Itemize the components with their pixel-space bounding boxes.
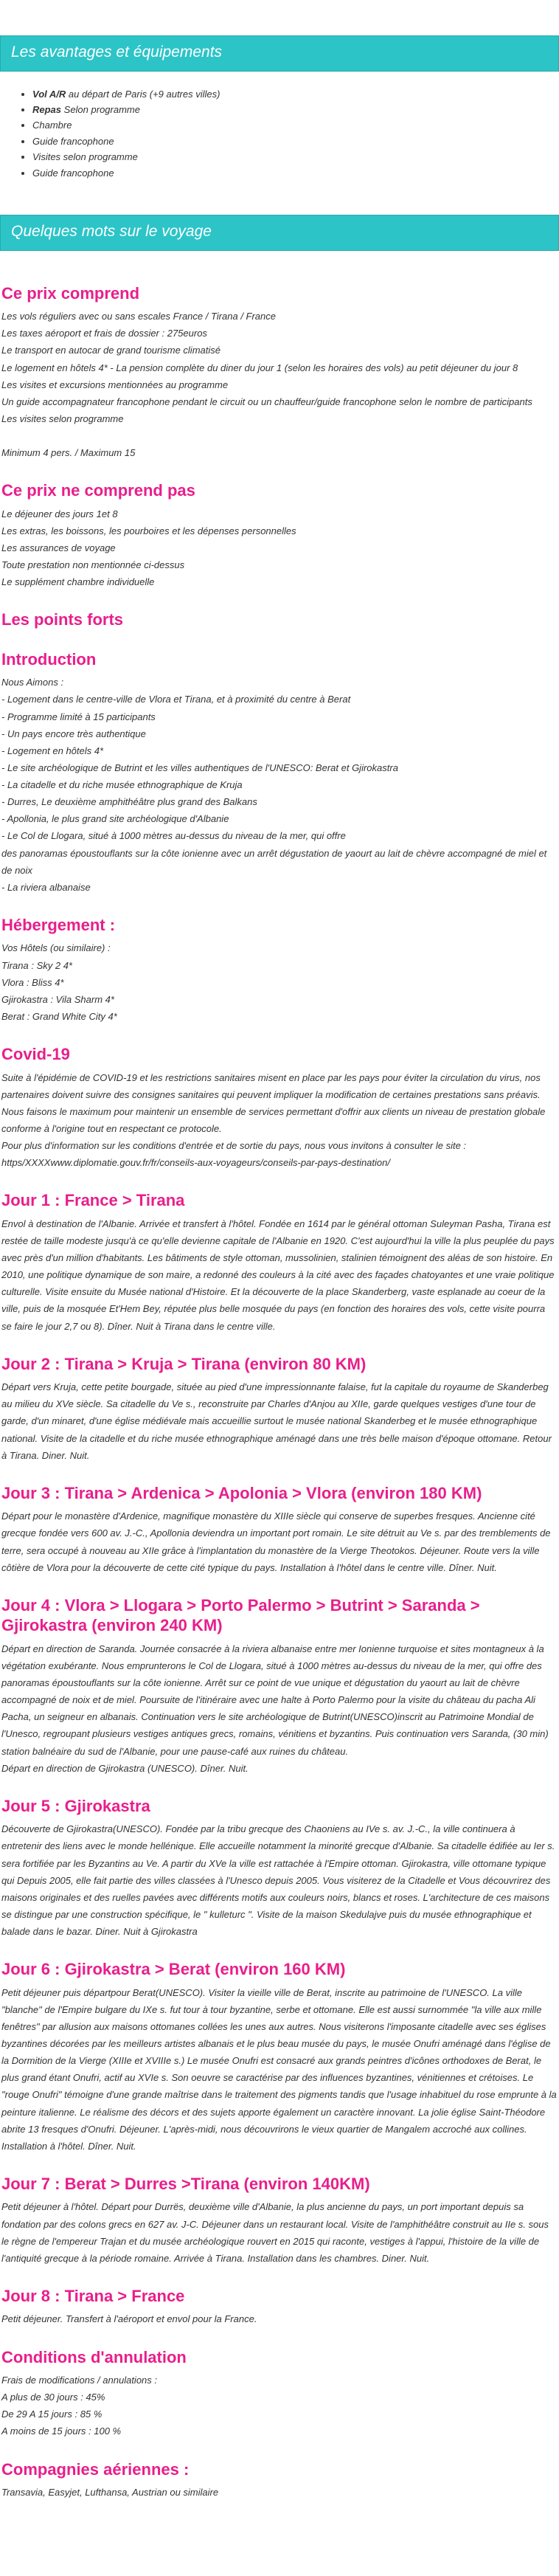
advantage-item-text: Selon programme (61, 103, 140, 115)
day-title: Jour 2 : Tirana > Kruja > Tirana (environ 80 KM) (1, 1354, 367, 1373)
day-title: Jour 5 : Gjirokastra (1, 1796, 150, 1815)
day-description: Petit déjeuner puis départpour Berat(UNESCO). Visiter la vieille ville de Berat, inscrite au patrimoine de l'UNESCO. La ville "blanche" de l'Empire bulgare du IXe s. fut tour à tour byzantine, serbe et ottomane. Elle est aussi surnommée "la ville aux mille fenêtres" par allusion aux maisons ottomanes collées les unes aux autres. Nous visiterons l'imposante citadelle avec ses églises byzantines décorées par les meilleurs artistes albanais et le plus beau musée du pays, le musée Onufri aménagé dans l'église de la Dormition de la Vierge (XIIIe et XVIIIe s.) Le musée Onufri est consacré aux grands peintres d'icônes orthodoxes de Berat, le plus grand étant Onufri, actif au XVIe s. Son oeuvre se caractérise par des influences byzantines, vénitiennes et crétoises. Le "rouge Onufri" témoigne d'une grande maîtrise dans le traitement des pigments tandis que l'usage inhabituel du rose emprunte à la peinture italienne. Le réalisme des décors et des sujets apporte également un caractère innovant. La jolie église Saint-Théodore abrite 13 fresques d'Onufri. Déjeuner. L'après-midi, nous découvrirons le vieux quartier de Mangalem accroché aux collines. Installation à l'hôtel. Dîner. Nuit. (1, 1986, 557, 2152)
advantage-item (32, 86, 559, 102)
price-includes-title: Ce prix comprend (1, 283, 140, 303)
accommodation-text (1, 939, 558, 1025)
day-description: Envol à destination de l'Albanie. Arrivée et transfert à l'hôtel. Fondée en 1614 par le général ottoman Suleyman Pasha, Tirana est restée de taille modeste jusqu'à ce qu'elle devienne capitale de l'Albanie en 1920. C'est aujourd'hui la ville la plus peuplée du pays avec près d'un million d'habitants. Les bâtiments de style ottoman, mussolinien, stalinien témoignent des aléas de son histoire. En 2010, une politique dynamique de son maire, a redonné des couleurs à la cité avec des façades chatoyantes et une vraie politique culturelle. Visite ensuite du Musée national d'Histoire. Et la découverte de la place Skanderberg, vaste esplanade au coeur de la ville, puis de la mosquée Et'Hem Bey, réputée plus belle mosquée du pays (en fonction des horaires des vols, cette visite pourra se faire le jour 2,7 ou 8). Dîner. Nuit à Tirana dans le centre ville. (1, 1218, 555, 1332)
price-excludes-text (1, 505, 558, 591)
text-line: A moins de 15 jours : 100 % (1, 2425, 122, 2437)
text-line: Les taxes aéroport et frais de dossier : 275euros (1, 328, 207, 339)
day-description: Petit déjeuner à l'hôtel. Départ pour Durrës, deuxième ville d'Albanie, la plus ancienne du pays, un port important depuis sa fondation par des colons grecs en 627 av. J-C. Déjeuner dans un restaurant local. Visite de l'amphithéâtre construit au IIe s. sous le règne de l'empereur Trajan et du musée archéologique rouvert en 2015 qui raconte, vestiges à l'appui, l'histoire de la ville de l'antiquité grecque à la période romaine. Arrivée à Tirana. Installation dans les chambres. Diner. Nuit. (1, 2201, 549, 2264)
introduction-text (1, 674, 558, 896)
advantage-item (32, 165, 559, 181)
advantage-item (32, 102, 559, 117)
text-line (1, 427, 558, 444)
text-line: - Durres, Le deuxième amphithéâtre plus grand des Balkans (1, 796, 257, 808)
text-line: Le déjeuner des jours 1et 8 (1, 508, 118, 519)
text-line: Berat : Grand White City 4* (1, 1010, 117, 1022)
day-title: Jour 1 : France > Tirana (1, 1191, 185, 1210)
text-line: Transavia, Easyjet, Lufthansa, Austrian ou similaire (1, 2487, 219, 2499)
text-line: Suite à l'épidémie de COVID-19 et les restrictions sanitaires misent en place par les pays pour éviter la circulation du virus, nos partenaires doivent suivre des consignes sanitaires qui peuvent impliquer la modification de certaines prestations sans préavis. (1, 1071, 541, 1100)
text-line: Les visites selon programme (1, 412, 124, 424)
covid-text (1, 1069, 558, 1172)
text-line: - Logement dans le centre-ville de Vlora et Tirana, et à proximité du centre à Berat (1, 694, 351, 705)
advantage-item-text: Chambre (32, 120, 72, 131)
text-line: Un guide accompagnateur francophone pendant le circuit ou un chauffeur/guide francophone selon le nombre de participants (1, 396, 532, 407)
day-description: Départ en direction de Saranda. Journée consacrée à la riviera albanaise entre mer Ionienne turquoise et sites montagneux à la végétation exubérante. Nous emprunterons le Col de Llogara, situé à 1000 mètres au-dessus du niveau de la mer, qui offre des panoramas époustouflants sur la côte ionienne. Arrêt sur ce point de vue unique et dégustation du yaourt au lait de chèvre accompagné de noix et de miel. Poursuite de l'itinéraire avec une halte à Porto Palermo pour la visite du château du pacha Ali Pacha, un seigneur en albanais. Continuation vers le site archéologique de Butrint(UNESCO)inscrit au Patrimoine Mondial de l'Unesco, regroupant plusieurs vestiges antiques grecs, romains, vénitiens et byzantins. Puis continuation vers Saranda, (30 min) station balnéaire du sud de l'Albanie, pour une pause-café aux ruines du château. Départ en direction de Gjirokastra (UNESCO). Dîner. Nuit. (1, 1643, 549, 1774)
text-line: Vos Hôtels (ou similaire) : (1, 942, 111, 954)
advantage-item (32, 149, 559, 165)
keywords-banner: Quelques mots sur le voyage (0, 215, 559, 251)
day-title: Jour 6 : Gjirokastra > Berat (environ 160 KM) (1, 1960, 346, 1979)
text-line: Pour plus d'information sur les conditions d'entrée et de sortie du pays, nous vous invitons à consulter le site : https/XXXXwww.diplomatie.gouv.fr/fr/conseils-aux-voyageurs/conseils-par-pays-destination/ (1, 1140, 467, 1169)
day-title: Jour 7 : Berat > Durres >Tirana (environ 140KM) (1, 2174, 370, 2193)
advantage-item-text: Guide francophone (32, 167, 114, 179)
text-line: Minimum 4 pers. / Maximum 15 (1, 447, 136, 459)
day-title: Jour 3 : Tirana > Ardenica > Apolonia > Vlora (environ 180 KM) (1, 1483, 482, 1502)
advantage-item-text: Visites selon programme (32, 151, 138, 163)
day-title: Jour 4 : Vlora > Llogara > Porto Palermo > Butrint > Saranda > Gjirokastra (environ 240 KM) (1, 1595, 480, 1635)
advantage-item (32, 134, 559, 149)
price-includes-text (1, 308, 558, 461)
text-line: Les extras, les boissons, les pourboires et les dépenses personnelles (1, 525, 296, 536)
advantage-item-text: au départ de Paris (+9 autres villes) (66, 88, 221, 100)
text-line: De 29 A 15 jours : 85 % (1, 2408, 103, 2420)
text-line: - Un pays encore très authentique (1, 728, 146, 739)
covid-title: Covid-19 (1, 1045, 70, 1064)
cancellation-title: Conditions d'annulation (1, 2347, 187, 2366)
cancellation-text (1, 2372, 558, 2440)
accommodation-title: Hébergement : (1, 915, 116, 934)
text-line: - Le Col de Llogara, situé à 1000 mètres au-dessus du niveau de la mer, qui offre (1, 830, 346, 842)
text-line: - Logement en hôtels 4* (1, 745, 104, 756)
price-excludes-title: Ce prix ne comprend pas (1, 481, 195, 500)
text-line: Le transport en autocar de grand tourisme climatisé (1, 345, 221, 356)
text-line: Frais de modifications / annulations : (1, 2375, 157, 2386)
advantage-item-text: Guide francophone (32, 135, 114, 147)
day-description: Découverte de Gjirokastra(UNESCO). Fondée par la tribu grecque des Chaoniens au IVe s. av. J.-C., la ville continuera à entretenir des liens avec le monde hellénique. Elle accueille notamment la minorité grecque d'Albanie. Sa citadelle édifiée au Ier s. sera fortifiée par les Byzantins au Ve. A partir du XVe la ville est rattachée à l'Empire ottoman. Gjirokastra, ville ottomane typique qui Depuis 2005, elle fait partie des villes classées à l'Unesco depuis 2005. Vous visiterez de la Citadelle et Vous découvrirez des maisons originales et des ruelles pavées avec différents motifs aux couleurs noirs, blancs et roses. L'architecture de ces maisons se distingue par une construction spécifique, le " kulleturc ". Visite de la maison Skedulajve puis du musée ethnographique et balade dans le bazar. Diner. Nuit à Gjirokastra (1, 1823, 555, 1938)
text-line: Les visites et excursions mentionnées au programme (1, 379, 229, 390)
text-line: Nous faisons le maximum pour maintenir un ensemble de services permettant d'offrir aux clients un niveau de prestation globale conforme à l'origine tout en respectant ce protocole. (1, 1105, 546, 1134)
text-line: Les vols réguliers avec ou sans escales France / Tirana / France (1, 311, 276, 322)
day-description: Départ pour le monastère d'Ardenice, magnifique monastère du XIIIe siècle qui conserve de superbes fresques. Ancienne cité grecque fondée vers 600 av. J.-C., Apollonia deviendra un important port romain. Le site détruit au Ve s. par des tremblements de terre, sera occupé à nouveau au XIIe grâce à l'implantation du monastère de la Vierge Theotokos. Déjeuner. Route vers la ville côtière de Vlora pour la découverte de cette cité typique du pays. Installation à l'hôtel dans le centre ville. Dîner. Nuit. (1, 1510, 551, 1573)
airlines-title: Compagnies aériennes : (1, 2459, 190, 2479)
text-line: Vlora : Bliss 4* (1, 976, 64, 988)
text-line: Nous Aimons : (1, 677, 64, 688)
text-line: A plus de 30 jours : 45% (1, 2392, 105, 2403)
text-line: Gjirokastra : Vila Sharm 4* (1, 993, 114, 1005)
trip-description (0, 283, 559, 2546)
text-line: Toute prestation non mentionnée ci-dessus (1, 559, 185, 571)
advantages-list (0, 86, 559, 182)
text-line: Le supplément chambre individuelle (1, 576, 155, 588)
strong-points-title: Les points forts (1, 610, 124, 629)
advantage-item-label: Repas (32, 103, 62, 115)
text-line: Les assurances de voyage (1, 542, 116, 553)
airlines-text (1, 2484, 558, 2501)
text-line: - La riviera albanaise (1, 881, 91, 893)
day-description: Petit déjeuner. Transfert à l'aéroport et envol pour la France. (1, 2313, 257, 2325)
advantage-item (32, 117, 559, 133)
introduction-title: Introduction (1, 649, 97, 669)
day-description: Départ vers Kruja, cette petite bourgade, située au pied d'une impressionnante falaise, fut la capitale du royaume de Skanderbeg au milieu du XVe siècle. Sa citadelle du Ve s., reconstruite par Charles d'Anjou au XIIe, garde quelques vestiges d'une tour de garde, d'un minaret, d'une église médiévale mais accueillie surtout le musée national Skanderbeg et le musée ethnographique national. Visite de la citadelle et du riche musée ethnographique aménagé dans une très belle maison d'époque ottomane. Retour à Tirana. Diner. Nuit. (1, 1381, 552, 1461)
text-line: - Le site archéologique de Butrint et les villes authentiques de l'UNESCO: Berat et Gjirokastra (1, 762, 398, 773)
text-line: des panoramas époustouflants sur la côte ionienne avec un arrêt dégustation de yaourt au lait de chèvre accompagné de miel et de noix (1, 847, 547, 876)
text-line: - La citadelle et du riche musée ethnographique de Kruja (1, 779, 243, 791)
text-line: Le logement en hôtels 4* - La pension complète du diner du jour 1 (selon les horaires des vols) au petit déjeuner du jour 8 (1, 362, 518, 373)
text-line: - Programme limité à 15 participants (1, 711, 156, 722)
text-line: - Apollonia, le plus grand site archéologique d'Albanie (1, 813, 229, 825)
advantage-item-label: Vol A/R (32, 88, 66, 100)
itinerary (1, 1190, 558, 2327)
text-line: Tirana : Sky 2 4* (1, 959, 72, 971)
day-title: Jour 8 : Tirana > France (1, 2286, 185, 2305)
advantages-banner: Les avantages et équipements (0, 35, 559, 72)
